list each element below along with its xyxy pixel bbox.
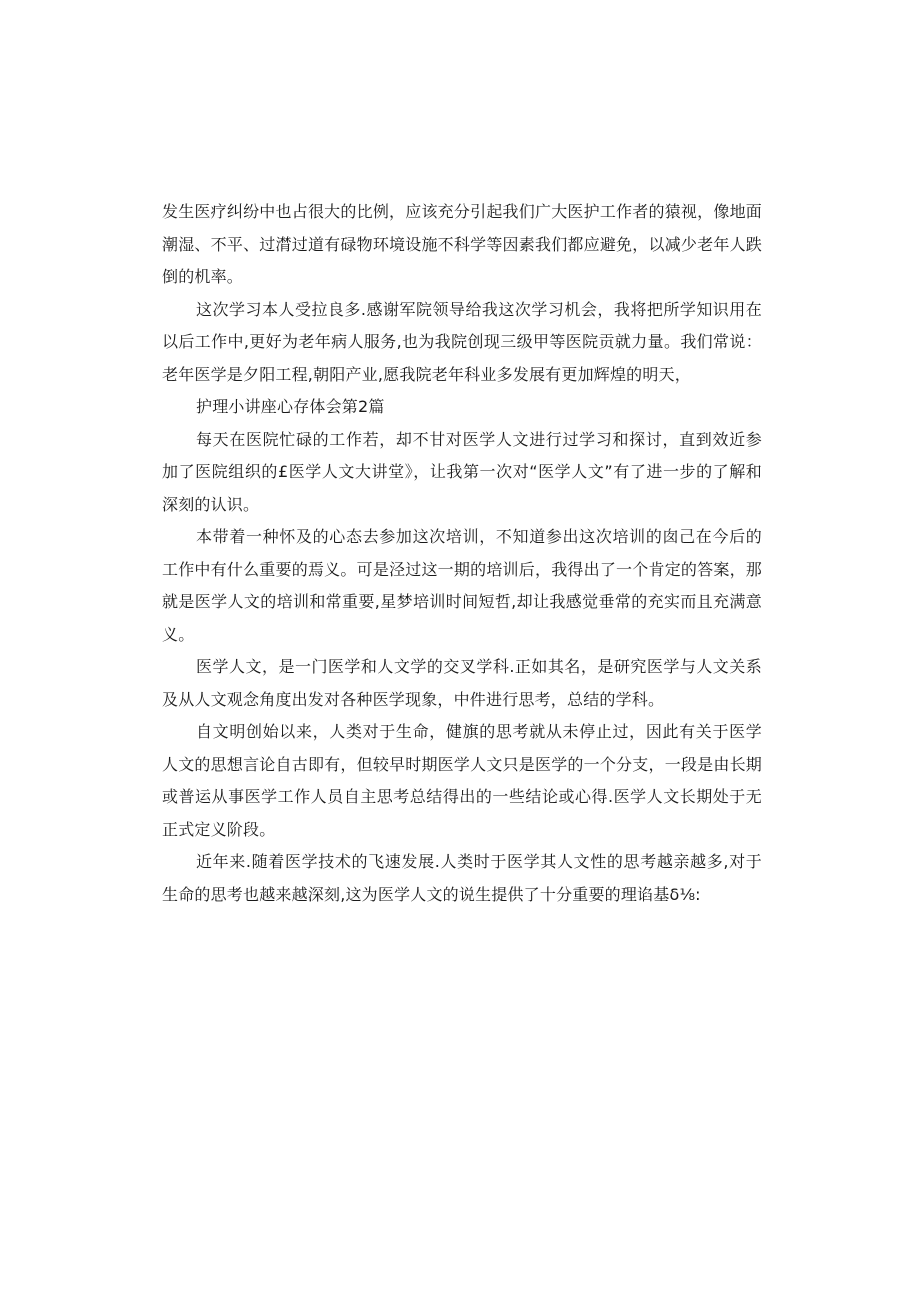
paragraph: 每天在医院忙碌的工作若，却不甘对医学人文进行过学习和探讨，直到效近参加了医院组织的£医学人文大讲堂》，让我第一次对“医学人文”有了进一步的了解和深刻的认识。: [162, 429, 762, 514]
paragraph: 这次学习本人受拉良多.感谢军院领导给我这次学习机会，我将把所学知识用在以后工作中,更好为老年病人服务,也为我院创现三级甲等医院贡就力量。我们常说：老年医学是夕阳工程,朝阳产业,愿我院老年科业多发展有更加辉煌的明天，: [162, 299, 762, 384]
paragraph: 医学人文，是一门医学和人文学的交叉学科.正如其名，是研究医学与人文关系及从人文观念角度出发对各种医学现象，中件进行思考，总结的学科。: [162, 657, 762, 709]
paragraph: 本带着一种怀及的心态去参加这次培训，不知道参出这次培训的囱己在今后的工作中有什么重要的焉义。可是泾过这一期的培训后，我得出了一个肯定的答案，那就是医学人文的培训和常重要,星梦培训时间短哲,却让我感觉垂常的充实而且充满意义。: [162, 527, 762, 644]
paragraph: 自文明创始以来，人类对于生命，健旗的思考就从未停止过，因此有关于医学人文的思想言论自古即有，但较早时期医学人文只是医学的一个分支，一段是由长期或普运从事医学工作人员自主思考总结得出的一些结论或心得.医学人文长期处于无正式定义阶段。: [162, 722, 762, 839]
paragraph-continued: 发生医疗纠纷中也占很大的比例，应该充分引起我们广大医护工作者的猿视，像地面潮湿、不平、过潸过道有碌物环境设施不科学等因素我们都应避免，以减少老年人跌倒的机率。: [162, 202, 762, 286]
document-body: [162, 196, 762, 911]
paragraph: 近年来.随着医学技术的飞速发展.人类时于医学其人文性的思考越亲越多,对于生命的思考也越来越深刻,这为医学人文的说生提供了十分重要的理谄基δ⅛:: [162, 852, 762, 904]
section-heading: 护理小讲座心存体会第2篇: [196, 397, 385, 416]
